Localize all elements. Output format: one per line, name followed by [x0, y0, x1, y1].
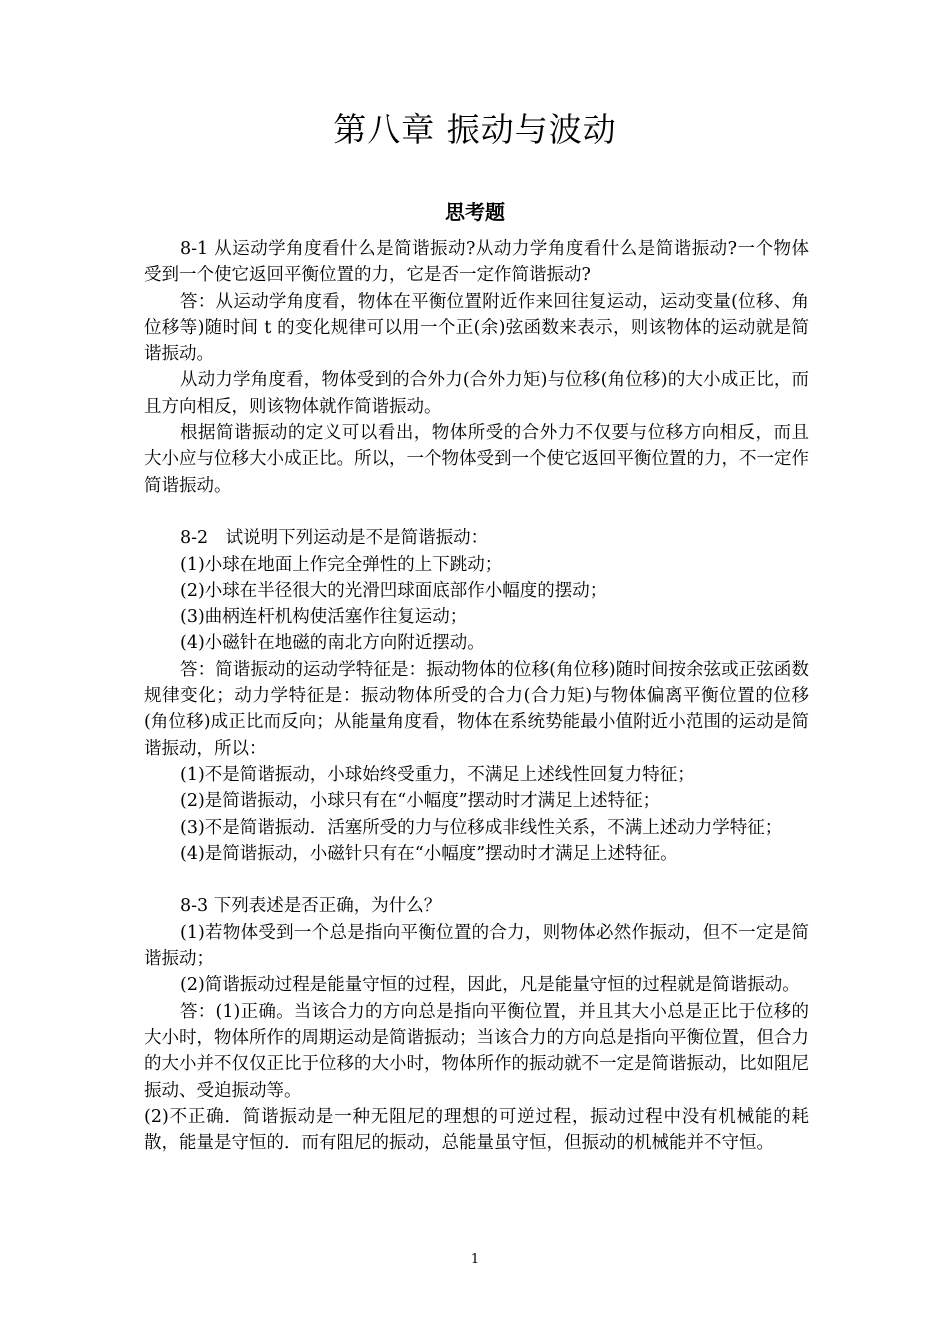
question-8-1: 8-1 从运动学角度看什么是简谐振动?从动力学角度看什么是简谐振动?一个物体受到一个使它返回平衡位置的力，它是否一定作简谐振动? — [144, 239, 809, 286]
question-8-2-item-4: (4)小磁针在地磁的南北方向附近摆动。 — [180, 633, 485, 654]
question-8-2-item-2: (2)小球在半径很大的光滑凹球面底部作小幅度的摆动； — [180, 580, 608, 601]
question-8-2: 8-2 试说明下列运动是不是简谐振动： — [180, 528, 489, 549]
answer-8-3-part-2: (2)不正确．简谐振动是一种无阻尼的理想的可逆过程，振动过程中没有机械能的耗散，能量是守恒的．而有阻尼的振动，总能量虽守恒，但振动的机械能并不守恒。 — [144, 1106, 809, 1154]
section-title: 思考题 — [445, 200, 505, 224]
document-body — [144, 236, 809, 1156]
answer-8-1-conclusion: 根据简谐振动的定义可以看出，物体所受的合外力不仅要与位移方向相反，而且大小应与位移大小成正比。所以，一个物体受到一个使它返回平衡位置的力，不一定作简谐振动。 — [144, 423, 809, 496]
answer-8-3-part-1: 答：(1)正确。当该合力的方向总是指向平衡位置，并且其大小总是正比于位移的大小时，物体所作的周期运动是简谐振动；当该合力的方向总是指向平衡位置，但合力的大小并不仅仅正比于位移的大小时，物体所作的振动就不一定是简谐振动，比如阻尼振动、受迫振动等。 — [144, 1001, 809, 1101]
question-8-2-item-3: (3)曲柄连杆机构使活塞作往复运动； — [180, 607, 468, 628]
answer-8-2: 答：简谐振动的运动学特征是：振动物体的位移(角位移)随时间按余弦或正弦函数规律变化；动力学特征是：振动物体所受的合力(合力矩)与物体偏离平衡位置的位移(角位移)成正比而反向；从能量角度看，物体在系统势能最小值附近小范围的运动是简谐振动，所以： — [144, 659, 809, 759]
question-8-2-item-1: (1)小球在地面上作完全弹性的上下跳动； — [180, 554, 503, 575]
answer-8-1-dynamics: 从动力学角度看，物体受到的合外力(合外力矩)与位移(角位移)的大小成正比，而且方向相反，则该物体就作简谐振动。 — [144, 370, 809, 417]
question-8-3-item-1: (1)若物体受到一个总是指向平衡位置的合力，则物体必然作振动，但不一定是简谐振动； — [144, 922, 809, 970]
question-8-3-item-2: (2)简谐振动过程是能量守恒的过程，因此，凡是能量守恒的过程就是简谐振动。 — [180, 975, 800, 996]
paragraph-spacer — [144, 499, 809, 525]
answer-8-2-item-3: (3)不是简谐振动．活塞所受的力与位移成非线性关系，不满上述动力学特征； — [180, 817, 783, 838]
question-8-3: 8-3 下列表述是否正确，为什么？ — [180, 896, 442, 917]
answer-8-2-item-2: (2)是简谐振动，小球只有在“小幅度”摆动时才满足上述特征； — [180, 791, 661, 812]
answer-8-2-item-1: (1)不是简谐振动，小球始终受重力，不满足上述线性回复力特征； — [180, 764, 695, 785]
paragraph-spacer — [144, 867, 809, 893]
answer-8-2-item-4: (4)是简谐振动，小磁针只有在“小幅度”摆动时才满足上述特征。 — [180, 843, 678, 864]
answer-8-1-kinematics: 答：从运动学角度看，物体在平衡位置附近作来回往复运动，运动变量(位移、角位移等)随时间 t 的变化规律可以用一个正(余)弦函数来表示，则该物体的运动就是简谐振动。 — [144, 291, 809, 365]
chapter-title: 第八章 振动与波动 — [333, 110, 617, 149]
page-number: 1 — [470, 1252, 480, 1267]
